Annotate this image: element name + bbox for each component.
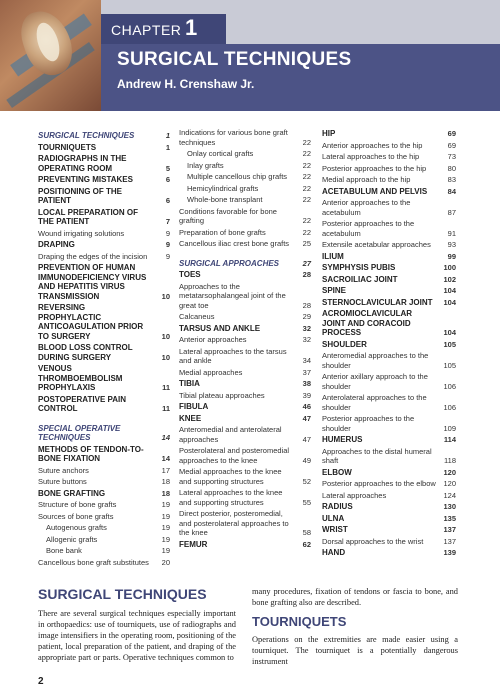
toc-entry-page: 37 <box>302 367 311 377</box>
toc-entry-page: 22 <box>302 227 311 237</box>
toc-entry[interactable] <box>322 240 456 250</box>
toc-entry-title: STERNOCLAVICULAR JOINT <box>322 297 433 307</box>
toc-column-3 <box>322 128 456 560</box>
page-number: 2 <box>38 676 44 687</box>
toc-entry[interactable] <box>322 351 456 370</box>
toc-entry[interactable] <box>179 368 311 378</box>
toc-entry-page: 109 <box>443 423 456 433</box>
toc-column-2 <box>179 128 311 551</box>
toc-entry-title: Multiple cancellous chip grafts <box>187 172 288 181</box>
toc-entry[interactable] <box>322 447 456 466</box>
toc-entry-page: 137 <box>443 536 456 546</box>
body-paragraph: Operations on the extremities are made easier using a tourniquet. The tourniquet is a potentially dangerous instrument <box>252 635 458 666</box>
toc-entry-title: Draping the edges of the incision <box>38 251 148 261</box>
toc-entry-title: DRAPING <box>38 240 75 249</box>
toc-entry-page: 32 <box>302 335 311 344</box>
toc-entry-title: BONE GRAFTING <box>38 488 106 498</box>
toc-entry-title: Medial approaches to the knee and supporting structures <box>179 467 282 486</box>
toc-entry-page: 9 <box>165 228 170 238</box>
toc-entry-page: 139 <box>443 548 456 557</box>
toc-entry-page: 22 <box>302 195 311 204</box>
toc-entry[interactable] <box>322 414 456 433</box>
toc-entry-page: 91 <box>447 228 456 238</box>
toc-entry-page: 124 <box>443 490 456 500</box>
toc-entry-title: POSTOPERATIVE PAIN CONTROL <box>38 394 127 413</box>
toc-entry-page: 106 <box>443 381 456 391</box>
toc-entry-page: 55 <box>302 497 311 507</box>
toc-entry-title: KNEE <box>179 413 202 423</box>
toc-entry-title: Allogenic grafts <box>46 534 98 544</box>
toc-entry-title: SACROILIAC JOINT <box>322 274 398 284</box>
toc-entry[interactable] <box>38 263 170 301</box>
toc-entry[interactable] <box>179 195 311 205</box>
toc-entry[interactable] <box>38 229 170 239</box>
toc-entry-page: 114 <box>443 435 456 444</box>
toc-entry-page: 83 <box>447 175 456 184</box>
toc-entry-page: 104 <box>443 297 456 307</box>
toc-entry-page: 28 <box>302 300 311 310</box>
toc-entry[interactable] <box>38 208 170 227</box>
toc-entry-page: 9 <box>165 251 170 261</box>
toc-entry-title: Whole-bone transplant <box>187 195 263 204</box>
toc-entry[interactable] <box>179 446 311 465</box>
toc-entry[interactable] <box>322 275 456 285</box>
toc-entry-title: Approaches to the metatarsophalangeal joint of the great toe <box>179 281 286 310</box>
toc-column-1 <box>38 128 170 569</box>
toc-entry-title: TARSUS AND ANKLE <box>179 323 261 333</box>
toc-entry-title: HIP <box>322 129 336 138</box>
toc-entry-title: Autogenous grafts <box>46 523 107 532</box>
toc-entry-page: 100 <box>443 263 456 272</box>
toc-entry[interactable] <box>38 303 170 341</box>
chapter-tab <box>101 14 226 44</box>
toc-entry-title: ACETABULUM AND PELVIS <box>322 186 428 196</box>
toc-entry[interactable] <box>38 143 170 153</box>
toc-entry[interactable] <box>179 509 311 538</box>
toc-entry-title: Posterior approaches to the acetabulum <box>322 219 415 238</box>
toc-entry-title: Cancellous iliac crest bone grafts <box>179 239 290 248</box>
toc-entry[interactable] <box>322 514 456 524</box>
toc-entry-title: SHOULDER <box>322 339 367 349</box>
toc-entry-page: 99 <box>447 251 456 261</box>
toc-entry-title: HUMERUS <box>322 435 363 444</box>
toc-entry-title: Lateral approaches to the knee and supporting structures <box>179 488 283 507</box>
toc-entry-title: TOES <box>179 270 201 279</box>
toc-entry-title: SURGICAL TECHNIQUES <box>38 131 135 140</box>
toc-entry[interactable] <box>179 467 311 486</box>
toc-entry[interactable] <box>322 219 456 238</box>
toc-entry[interactable] <box>38 343 170 362</box>
toc-entry[interactable] <box>38 175 170 185</box>
toc-entry-page: 49 <box>302 455 311 465</box>
toc-entry-page: 47 <box>302 434 311 444</box>
toc-entry-title: Medial approaches <box>179 367 243 377</box>
toc-entry-title: VENOUS THROMBOEMBOLISM PROPHYLAXIS <box>38 364 123 392</box>
toc-entry[interactable] <box>38 252 170 262</box>
toc-entry-page: 1 <box>165 142 170 152</box>
toc-entry[interactable] <box>179 425 311 444</box>
toc-entry[interactable] <box>179 402 311 412</box>
toc-entry-title: Medial approach to the hip <box>322 175 411 184</box>
toc-entry-page: 22 <box>302 183 311 193</box>
toc-entry-title: Dorsal approaches to the wrist <box>322 536 424 546</box>
toc-entry-page: 46 <box>302 402 311 411</box>
toc-entry-title: Inlay grafts <box>187 160 224 170</box>
toc-entry-page: 80 <box>447 163 456 173</box>
toc-entry[interactable] <box>179 488 311 507</box>
toc-entry[interactable] <box>179 312 311 322</box>
toc-entry-page: 135 <box>443 513 456 523</box>
toc-entry[interactable] <box>38 240 170 250</box>
toc-entry-title: Preparation of bone grafts <box>179 227 266 237</box>
toc-entry-page: 20 <box>161 557 170 567</box>
chapter-number: 1 <box>185 15 198 40</box>
toc-entry-title: POSITIONING OF THE PATIENT <box>38 186 123 205</box>
toc-entry[interactable] <box>322 548 456 558</box>
body-paragraph: There are several surgical techniques especially important in orthopaedics: use of tourniquets, use of radiographs and image intensifiers in the operating room, positioning of the patient, local preparation of the patient, and draping of the appropriate part or parts. Operative techniques common to <box>38 609 236 662</box>
toc-entry[interactable] <box>179 184 311 194</box>
toc-entry[interactable] <box>322 263 456 273</box>
toc-entry-page: 6 <box>165 175 170 184</box>
toc-entry[interactable] <box>38 131 170 141</box>
toc-entry-page: 69 <box>447 140 456 150</box>
toc-entry[interactable] <box>322 129 456 139</box>
toc-entry[interactable] <box>322 175 456 185</box>
toc-entry[interactable] <box>322 141 456 151</box>
toc-entry-title: Suture anchors <box>38 465 89 475</box>
toc-entry-page: 19 <box>161 546 170 555</box>
toc-entry[interactable] <box>38 187 170 206</box>
toc-entry[interactable] <box>179 259 311 269</box>
toc-entry-title: WRIST <box>322 525 348 534</box>
toc-entry-page: 39 <box>302 390 311 400</box>
toc-entry-title: SURGICAL APPROACHES <box>179 258 280 268</box>
toc-entry[interactable] <box>38 466 170 476</box>
toc-entry[interactable] <box>179 335 311 345</box>
toc-entry-page: 22 <box>302 172 311 181</box>
toc-entry-title: Anterior axillary approach to the shoulder <box>322 372 428 391</box>
toc-entry-page: 19 <box>161 523 170 532</box>
toc-entry[interactable] <box>179 172 311 182</box>
toc-entry[interactable] <box>179 149 311 159</box>
toc-entry-title: Wound irrigating solutions <box>38 228 125 238</box>
toc-entry[interactable] <box>322 491 456 501</box>
toc-entry-title: Anteromedial approaches to the shoulder <box>322 351 429 370</box>
toc-entry-page: 19 <box>161 511 170 521</box>
toc-entry[interactable] <box>322 393 456 412</box>
toc-entry-page: 14 <box>161 433 170 442</box>
toc-entry-page: 25 <box>302 239 311 248</box>
toc-entry-title: Hemicylindrical grafts <box>187 183 259 193</box>
toc-entry[interactable] <box>322 340 456 350</box>
toc-entry-page: 130 <box>443 502 456 511</box>
toc-entry-title: Direct posterior, posteromedial, and posterolateral approaches to the knee <box>179 509 289 537</box>
toc-entry-page: 9 <box>165 240 170 249</box>
toc-entry-title: Conditions favorable for bone grafting <box>179 206 277 225</box>
toc-entry-page: 17 <box>161 465 170 475</box>
toc-entry-title: LOCAL PREPARATION OF THE PATIENT <box>38 207 138 226</box>
toc-entry[interactable] <box>322 152 456 162</box>
toc-entry[interactable] <box>322 198 456 217</box>
toc-entry-title: Calcaneus <box>179 312 215 321</box>
toc-entry[interactable] <box>179 228 311 238</box>
toc-entry[interactable] <box>179 282 311 311</box>
toc-entry-title: Onlay cortical grafts <box>187 149 254 158</box>
toc-entry[interactable] <box>179 347 311 366</box>
toc-entry[interactable] <box>322 298 456 308</box>
toc-entry[interactable] <box>38 500 170 510</box>
toc-entry[interactable] <box>38 512 170 522</box>
toc-entry-page: 69 <box>447 129 456 138</box>
toc-entry[interactable] <box>179 414 311 424</box>
toc-entry-title: Posterior approaches to the hip <box>322 163 427 173</box>
toc-entry-title: HAND <box>322 548 346 557</box>
toc-entry-title: Anterior approaches to the acetabulum <box>322 198 411 217</box>
toc-entry[interactable] <box>38 546 170 556</box>
toc-entry[interactable] <box>38 523 170 533</box>
toc-entry[interactable] <box>179 540 311 550</box>
toc-entry[interactable] <box>179 161 311 171</box>
toc-entry-title: Posterior approaches to the elbow <box>322 479 436 488</box>
toc-entry-title: ULNA <box>322 513 345 523</box>
toc-entry-page: 6 <box>165 196 170 205</box>
toc-entry-page: 104 <box>443 286 456 295</box>
toc-entry-page: 11 <box>162 404 170 413</box>
toc-entry-title: ELBOW <box>322 467 352 477</box>
toc-entry-page: 87 <box>447 207 456 217</box>
toc-entry-title: PREVENTION OF HUMAN IMMUNODEFICIENCY VIRUS AND HEPATITIS VIRUS TRANSMISSION <box>38 263 147 301</box>
toc-entry-page: 106 <box>443 402 456 412</box>
toc-entry-page: 14 <box>161 454 170 463</box>
toc-entry-page: 137 <box>443 525 456 534</box>
toc-entry-page: 29 <box>302 312 311 321</box>
toc-entry[interactable] <box>179 379 311 389</box>
toc-entry[interactable] <box>38 477 170 487</box>
toc-entry-title: Posterolateral and posteromedial approaches to the knee <box>179 446 290 465</box>
toc-entry-page: 28 <box>302 270 311 279</box>
toc-entry-title: Sources of bone grafts <box>38 511 114 521</box>
toc-entry-title: FEMUR <box>179 539 208 549</box>
toc-entry[interactable] <box>38 364 170 393</box>
toc-entry-title: Anterior approaches to the hip <box>322 140 423 150</box>
toc-entry[interactable] <box>38 445 170 464</box>
toc-entry[interactable] <box>322 286 456 296</box>
toc-entry-page: 22 <box>302 137 311 147</box>
toc-entry[interactable] <box>38 535 170 545</box>
toc-entry-page: 58 <box>302 528 311 537</box>
toc-entry-page: 1 <box>165 131 170 140</box>
toc-entry-page: 47 <box>302 413 311 423</box>
toc-entry-title: PREVENTING MISTAKES <box>38 175 133 184</box>
toc-entry-title: Lateral approaches <box>322 490 387 500</box>
toc-entry[interactable] <box>322 468 456 478</box>
toc-entry-title: Anterior approaches <box>179 335 247 344</box>
section-title: SURGICAL TECHNIQUES <box>38 586 207 602</box>
toc-entry-title: Lateral approaches to the hip <box>322 152 420 161</box>
toc-entry-page: 105 <box>443 360 456 370</box>
toc-entry[interactable] <box>179 270 311 280</box>
toc-entry-page: 19 <box>161 500 170 509</box>
chapter-label: CHAPTER <box>111 22 182 38</box>
toc-entry-page: 10 <box>161 331 170 341</box>
toc-entry[interactable] <box>179 324 311 334</box>
toc-entry-page: 34 <box>302 356 311 365</box>
toc-entry-page: 22 <box>302 216 311 225</box>
toc-entry-title: SPINE <box>322 286 347 295</box>
chapter-author: Andrew H. Crenshaw Jr. <box>117 77 255 91</box>
toc-entry[interactable] <box>179 239 311 249</box>
toc-entry[interactable] <box>38 395 170 414</box>
toc-entry-page: 104 <box>443 328 456 337</box>
body-paragraph: many procedures, fixation of tendons or fascia to bone, and bone grafting also are described. <box>252 587 458 607</box>
toc-entry-title: SPECIAL OPERATIVE TECHNIQUES <box>38 423 121 442</box>
toc-entry[interactable] <box>38 558 170 568</box>
body-column-right <box>252 586 458 667</box>
toc-entry-title: Posterior approaches to the shoulder <box>322 414 415 433</box>
subsection-title: TOURNIQUETS <box>252 614 347 629</box>
toc-entry-page: 18 <box>161 477 170 486</box>
toc-entry-page: 10 <box>161 352 170 362</box>
toc-entry-title: TIBIA <box>179 379 200 388</box>
toc-entry-title: Tibial plateau approaches <box>179 390 265 400</box>
toc-entry-page: 120 <box>443 467 456 477</box>
toc-entry[interactable] <box>322 479 456 489</box>
toc-entry-page: 105 <box>443 339 456 349</box>
toc-entry-title: METHODS OF TENDON-TO-BONE FIXATION <box>38 444 144 463</box>
toc-entry-title: ILIUM <box>322 251 344 261</box>
toc-entry-page: 11 <box>162 383 170 392</box>
toc-entry[interactable] <box>322 525 456 535</box>
toc-entry-page: 5 <box>165 163 170 173</box>
toc-entry-page: 7 <box>165 217 170 226</box>
toc-entry-title: Anteromedial and anterolateral approaches <box>179 425 282 444</box>
toc-entry[interactable] <box>38 489 170 499</box>
toc-entry-title: SYMPHYSIS PUBIS <box>322 263 396 272</box>
toc-entry[interactable] <box>38 424 170 443</box>
toc-entry-page: 18 <box>161 488 170 498</box>
toc-entry-title: Indications for various bone graft techniques <box>179 128 288 147</box>
toc-entry-title: RADIOGRAPHS IN THE OPERATING ROOM <box>38 154 127 173</box>
toc-entry-title: RADIUS <box>322 502 353 511</box>
toc-entry[interactable] <box>322 435 456 445</box>
toc-entry-title: Extensile acetabular approaches <box>322 240 431 249</box>
toc-entry[interactable] <box>322 372 456 391</box>
toc-entry[interactable] <box>179 128 311 147</box>
toc-entry-title: TOURNIQUETS <box>38 142 97 152</box>
toc-entry-page: 93 <box>447 240 456 249</box>
toc-entry-title: Structure of bone grafts <box>38 500 117 509</box>
toc-entry-title: Anterolateral approaches to the shoulder <box>322 393 427 412</box>
toc-entry[interactable] <box>322 252 456 262</box>
toc-entry-title: Cancellous bone graft substitutes <box>38 557 149 567</box>
toc-entry-title: FIBULA <box>179 402 209 411</box>
toc-entry-title: Lateral approaches to the tarsus and ankle <box>179 346 287 365</box>
toc-entry-title: ACROMIOCLAVICULAR JOINT AND CORACOID PROCESS <box>322 309 413 337</box>
toc-entry[interactable] <box>322 164 456 174</box>
toc-entry[interactable] <box>322 309 456 338</box>
toc-entry[interactable] <box>322 187 456 197</box>
toc-entry[interactable] <box>179 391 311 401</box>
toc-entry-title: Bone bank <box>46 546 82 555</box>
toc-entry-page: 84 <box>447 186 456 196</box>
body-column-left <box>38 586 236 663</box>
toc-entry-page: 102 <box>443 274 456 284</box>
toc-entry-page: 10 <box>161 291 170 301</box>
toc-entry-page: 73 <box>447 152 456 161</box>
toc-entry-page: 52 <box>302 476 311 486</box>
toc-entry-title: BLOOD LOSS CONTROL DURING SURGERY <box>38 343 133 362</box>
toc-entry-page: 120 <box>443 479 456 488</box>
chapter-title: SURGICAL TECHNIQUES <box>117 49 352 70</box>
toc-entry-page: 32 <box>302 323 311 333</box>
toc-entry-page: 62 <box>302 539 311 549</box>
toc-entry-title: REVERSING PROPHYLACTIC ANTICOAGULATION PRIOR TO SURGERY <box>38 303 144 341</box>
toc-entry[interactable] <box>322 537 456 547</box>
toc-entry-page: 27 <box>302 258 311 268</box>
toc-entry-page: 22 <box>302 160 311 170</box>
toc-entry[interactable] <box>38 154 170 173</box>
toc-entry-title: Approaches to the distal humeral shaft <box>322 446 432 465</box>
chapter-photo <box>0 0 101 111</box>
toc-entry-page: 118 <box>444 456 456 465</box>
toc-entry-page: 38 <box>302 379 311 388</box>
toc-entry[interactable] <box>322 502 456 512</box>
toc-entry-title: Suture buttons <box>38 477 87 486</box>
toc-entry-page: 22 <box>302 149 311 158</box>
toc-entry-page: 19 <box>161 534 170 544</box>
toc-entry[interactable] <box>179 207 311 226</box>
